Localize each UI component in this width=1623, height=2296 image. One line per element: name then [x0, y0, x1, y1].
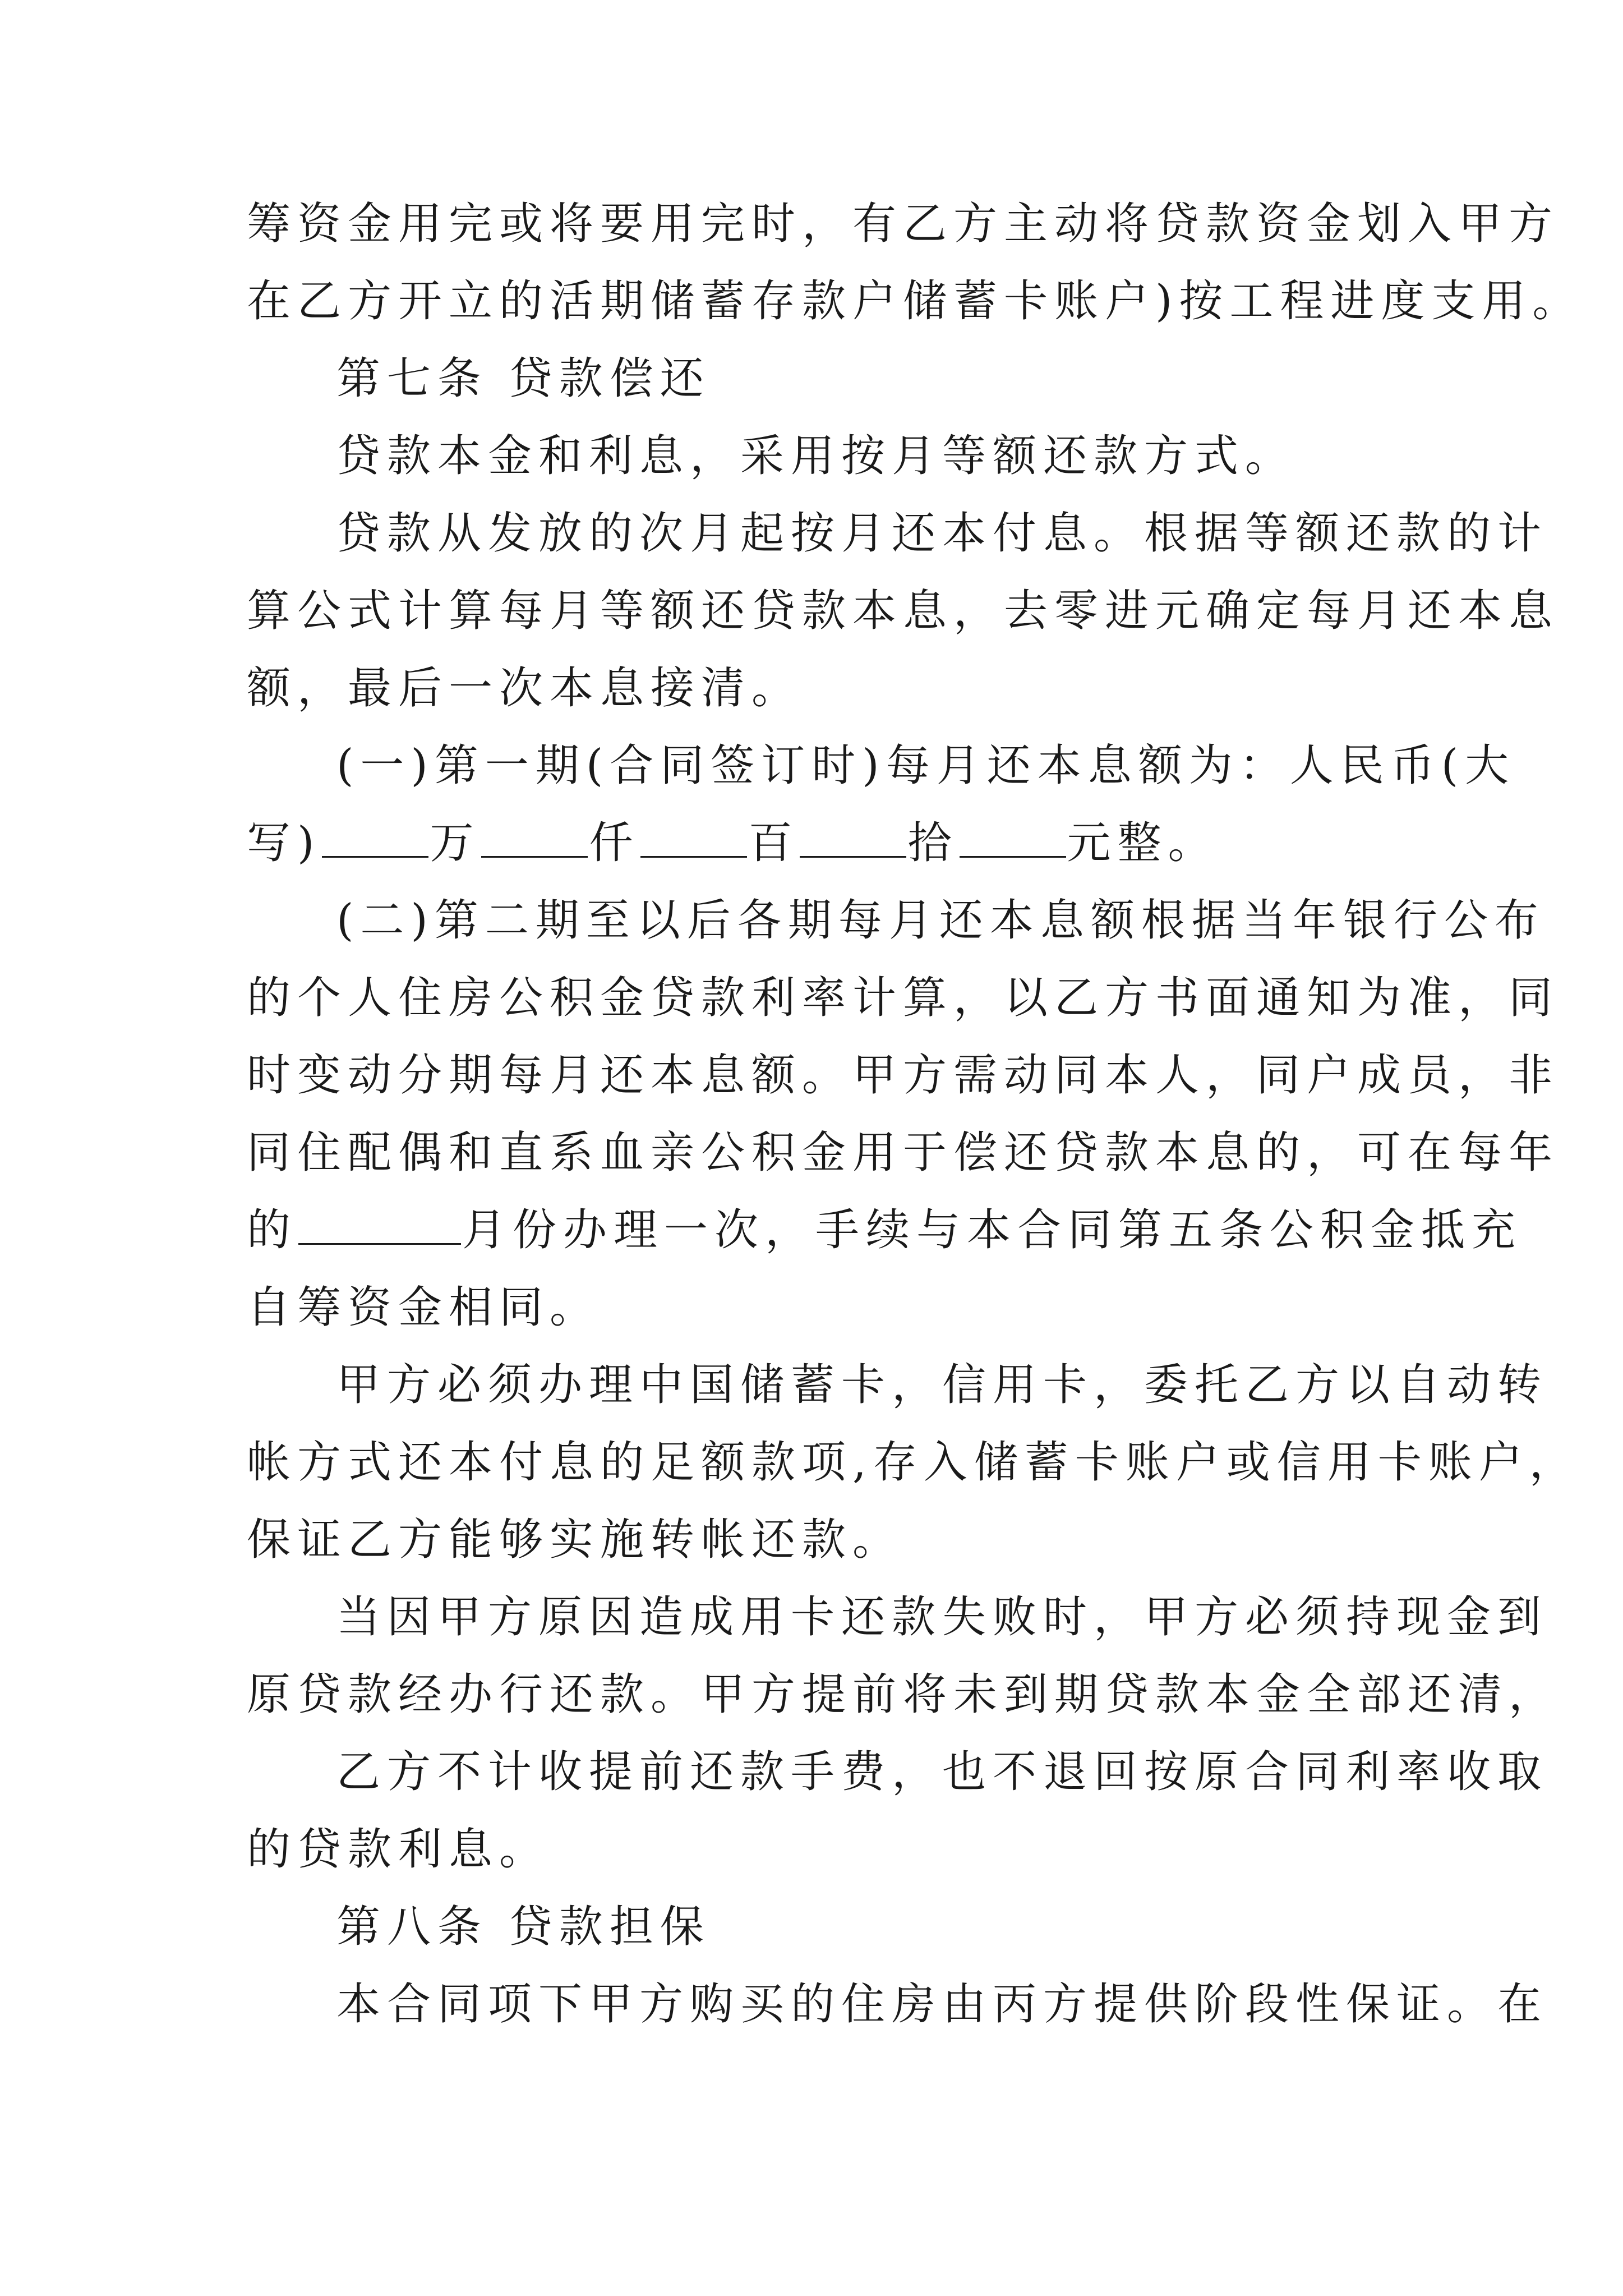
text-segment: 写)	[247, 818, 321, 868]
paragraph-line: 贷款从发放的次月起按月还本付息。根据等额还款的计	[336, 508, 1548, 559]
paragraph-line: 当因甲方原因造成用卡还款失败时，甲方必须持现金到	[336, 1592, 1548, 1642]
text-segment: 拾	[907, 818, 958, 868]
blank-field[interactable]	[640, 817, 747, 858]
amount-fill-line	[247, 804, 1385, 882]
text-segment: 的	[247, 1205, 298, 1255]
article-heading: 第八条 贷款担保	[336, 1902, 711, 1952]
paragraph-line: 时变动分期每月还本息额。甲方需动同本人，同户成员，非	[247, 1050, 1560, 1101]
paragraph-line: 贷款本金和利息，采用按月等额还款方式。	[336, 431, 1296, 481]
text-segment: 月份办理一次，手续与本合同第五条公积金抵充	[462, 1205, 1523, 1255]
paragraph-line: 同住配偶和直系血亲公积金用于偿还贷款本息的，可在每年	[247, 1128, 1560, 1178]
paragraph-line: (二)第二期至以后各期每月还本息额根据当年银行公布	[336, 895, 1545, 946]
paragraph-line: 保证乙方能够实施转帐还款。	[247, 1515, 903, 1565]
paragraph-line: 原贷款经办行还款。甲方提前将未到期贷款本金全部还清，	[247, 1669, 1560, 1720]
paragraph-line: 筹资金用完或将要用完时，有乙方主动将贷款资金划入甲方	[247, 199, 1560, 249]
paragraph-line: (一)第一期(合同签订时)每月还本息额为：人民币(大	[336, 740, 1516, 791]
paragraph-line: 本合同项下甲方购买的住房由丙方提供阶段性保证。在	[336, 1979, 1548, 2030]
paragraph-line: 的贷款利息。	[247, 1824, 550, 1875]
text-segment: 元整。	[1067, 818, 1219, 868]
text-segment: 仟	[589, 818, 640, 868]
blank-field[interactable]	[322, 817, 428, 858]
paragraph-line: 算公式计算每月等额还贷款本息，去零进元确定每月还本息	[247, 586, 1560, 636]
article-heading: 第七条 贷款偿还	[336, 353, 711, 404]
document-body	[247, 185, 1583, 2043]
blank-field[interactable]	[298, 1204, 461, 1245]
paragraph-line: 甲方必须办理中国储蓄卡，信用卡，委托乙方以自动转	[336, 1360, 1548, 1410]
paragraph-line: 帐方式还本付息的足额款项,存入储蓄卡账户或信用卡账户，	[247, 1437, 1580, 1488]
blank-field[interactable]	[481, 817, 588, 858]
paragraph-line: 的个人住房公积金贷款利率计算，以乙方书面通知为准，同	[247, 973, 1560, 1023]
paragraph-line: 自筹资金相同。	[247, 1282, 601, 1333]
paragraph-line: 乙方不计收提前还款手费，也不退回按原合同利率收取	[336, 1747, 1548, 1797]
paragraph-line: 额，最后一次本息接清。	[247, 663, 803, 714]
paragraph-line: 在乙方开立的活期储蓄存款户储蓄卡账户)按工程进度支用。	[247, 276, 1583, 326]
text-segment: 百	[748, 818, 799, 868]
month-fill-line	[247, 1191, 1523, 1269]
text-segment: 万	[430, 818, 481, 868]
blank-field[interactable]	[960, 817, 1066, 858]
blank-field[interactable]	[800, 817, 906, 858]
